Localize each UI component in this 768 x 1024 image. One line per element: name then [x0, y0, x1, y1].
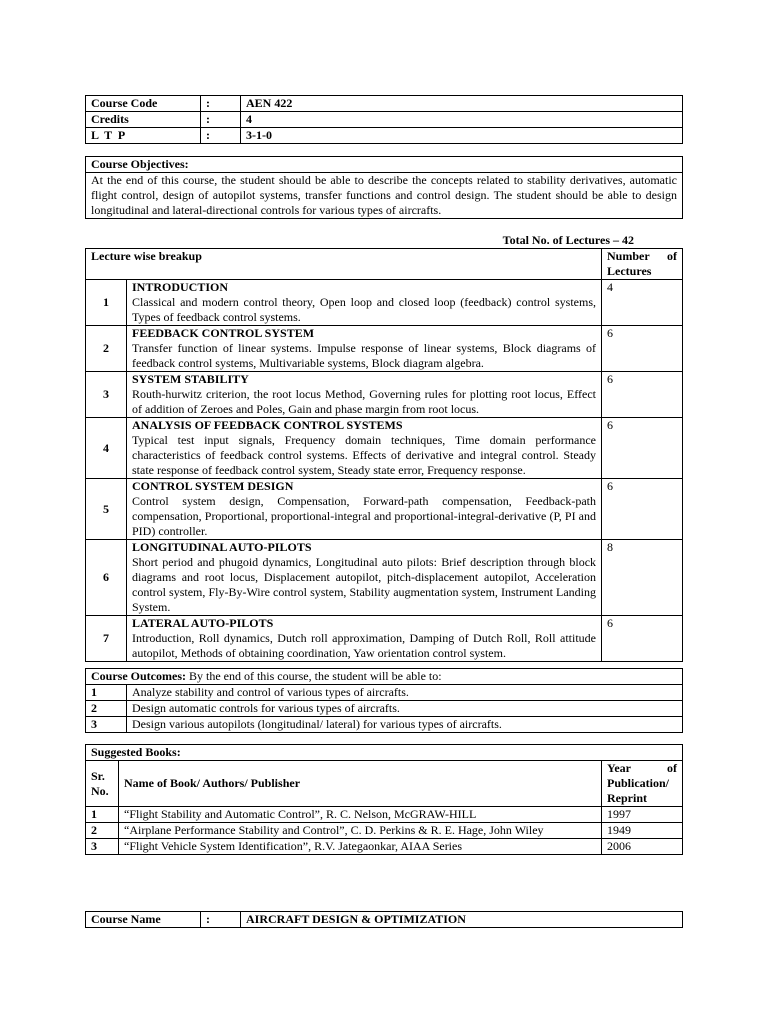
- lecture-title: CONTROL SYSTEM DESIGN: [132, 479, 294, 493]
- lecture-title: LONGITUDINAL AUTO-PILOTS: [132, 540, 312, 554]
- lecture-header-right: Number of Lectures: [602, 249, 683, 280]
- lecture-desc: Classical and modern control theory, Open loop and closed loop (feedback) control systems, Types of feedback control systems.: [132, 295, 597, 324]
- lecture-no: 4: [86, 418, 127, 479]
- lecture-desc: Typical test input signals, Frequency domain techniques, Time domain performance characteristics of feedback control systems. Effects of derivative and integral control. Steady state response of feedback control system, Steady state error, Frequency response.: [132, 433, 597, 477]
- ltp-value: 3-1-0: [241, 128, 683, 144]
- lecture-desc: Transfer function of linear systems. Impulse response of linear systems, Block diagrams of feedback control systems, Multivariable systems, Block diagram algebra.: [132, 341, 597, 370]
- book-name: “Flight Vehicle System Identification”, R.V. Jategaonkar, AIAA Series: [119, 839, 602, 855]
- course-code-row: [86, 96, 683, 112]
- outcome-no: 2: [86, 701, 127, 717]
- lecture-title: ANALYSIS OF FEEDBACK CONTROL SYSTEMS: [132, 418, 403, 432]
- lecture-header-row: [86, 249, 683, 280]
- books-heading: Suggested Books:: [86, 745, 683, 761]
- book-year: 2006: [602, 839, 683, 855]
- course-name-value: AIRCRAFT DESIGN & OPTIMIZATION: [241, 912, 683, 928]
- outcome-text: Design automatic controls for various types of aircrafts.: [127, 701, 683, 717]
- course-code-label: Course Code: [86, 96, 201, 112]
- books-heading-row: [86, 745, 683, 761]
- next-course-table: [85, 911, 683, 928]
- outcome-text: Design various autopilots (longitudinal/ lateral) for various types of aircrafts.: [127, 717, 683, 733]
- lecture-count: 6: [602, 418, 683, 479]
- ltp-label: L T P: [86, 128, 201, 144]
- course-info-table: [85, 95, 683, 144]
- ltp-sep: :: [201, 128, 241, 144]
- table-row: [86, 540, 683, 616]
- lecture-header-left: Lecture wise breakup: [86, 249, 602, 280]
- table-row: [86, 823, 683, 839]
- table-row: [86, 701, 683, 717]
- table-row: [86, 616, 683, 662]
- lecture-title: LATERAL AUTO-PILOTS: [132, 616, 274, 630]
- table-row: [86, 418, 683, 479]
- outcomes-heading: Course Outcomes:: [91, 669, 186, 683]
- table-row: [86, 372, 683, 418]
- lecture-desc: Routh-hurwitz criterion, the root locus Method, Governing rules for plotting root locus, Effect of addition of Zeroes and Poles, Gain and phase margin from root locus.: [132, 387, 597, 416]
- objectives-text: At the end of this course, the student should be able to describe the concepts related to stability derivatives, automatic flight control, design of autopilot systems, transfer functions and control design. The student should be able to design longitudinal and lateral-directional controls for various types of aircrafts.: [86, 173, 683, 219]
- lecture-desc: Control system design, Compensation, Forward-path compensation, Feedback-path compensation, Proportional, proportional-integral and proportional-integral-derivative (P, PI and PID) controller.: [132, 494, 597, 538]
- table-row: [86, 807, 683, 823]
- table-row: [86, 685, 683, 701]
- lecture-no: 7: [86, 616, 127, 662]
- credits-sep: :: [201, 112, 241, 128]
- outcomes-intro: By the end of this course, the student will be able to:: [185, 669, 442, 683]
- course-name-label: Course Name: [86, 912, 201, 928]
- objectives-heading: Course Objectives:: [86, 157, 683, 173]
- course-name-sep: :: [201, 912, 241, 928]
- lecture-no: 5: [86, 479, 127, 540]
- course-code-value: AEN 422: [241, 96, 683, 112]
- course-code-sep: :: [201, 96, 241, 112]
- credits-row: [86, 112, 683, 128]
- table-row: [86, 280, 683, 326]
- outcome-no: 1: [86, 685, 127, 701]
- book-name: “Airplane Performance Stability and Control”, C. D. Perkins & R. E. Hage, John Wiley: [119, 823, 602, 839]
- outcomes-header-row: [86, 669, 683, 685]
- book-no: 2: [86, 823, 119, 839]
- credits-label: Credits: [86, 112, 201, 128]
- lecture-count: 6: [602, 372, 683, 418]
- books-col-name: Name of Book/ Authors/ Publisher: [119, 761, 602, 807]
- lecture-title: FEEDBACK CONTROL SYSTEM: [132, 326, 315, 340]
- lecture-desc: Introduction, Roll dynamics, Dutch roll approximation, Damping of Dutch Roll, Roll attitude autopilot, Methods of obtaining coordination, Yaw orientation control system.: [132, 631, 597, 660]
- lecture-desc: Short period and phugoid dynamics, Longitudinal auto pilots: Brief description through block diagrams and root locus, Displacement autopilot, pitch-displacement autopilot, Acceleration control system, Fly-By-Wire control system, Stability augmentation system, Instrument Landing System.: [132, 555, 597, 614]
- book-name: “Flight Stability and Automatic Control”, R. C. Nelson, McGRAW-HILL: [119, 807, 602, 823]
- table-row: [86, 326, 683, 372]
- book-year: 1949: [602, 823, 683, 839]
- book-year: 1997: [602, 807, 683, 823]
- credits-value: 4: [241, 112, 683, 128]
- books-col-year: Year of Publication/ Reprint: [602, 761, 683, 807]
- lecture-no: 6: [86, 540, 127, 616]
- lecture-title: SYSTEM STABILITY: [132, 372, 249, 386]
- lecture-no: 3: [86, 372, 127, 418]
- book-no: 1: [86, 807, 119, 823]
- outcomes-table: [85, 668, 683, 733]
- outcome-no: 3: [86, 717, 127, 733]
- lecture-count: 6: [602, 479, 683, 540]
- course-name-row: [86, 912, 683, 928]
- outcome-text: Analyze stability and control of various types of aircrafts.: [127, 685, 683, 701]
- lecture-count: 4: [602, 280, 683, 326]
- lecture-count: 8: [602, 540, 683, 616]
- lecture-title: INTRODUCTION: [132, 280, 229, 294]
- lecture-count: 6: [602, 616, 683, 662]
- books-table: [85, 744, 683, 855]
- table-row: [86, 839, 683, 855]
- lecture-no: 1: [86, 280, 127, 326]
- ltp-row: [86, 128, 683, 144]
- book-no: 3: [86, 839, 119, 855]
- books-col-sr: Sr. No.: [86, 761, 119, 807]
- lecture-count: 6: [602, 326, 683, 372]
- total-lectures: Total No. of Lectures – 42: [502, 233, 634, 247]
- lecture-table: [85, 248, 683, 662]
- lecture-no: 2: [86, 326, 127, 372]
- table-row: [86, 717, 683, 733]
- objectives-table: [85, 156, 683, 219]
- table-row: [86, 479, 683, 540]
- books-header-row: [86, 761, 683, 807]
